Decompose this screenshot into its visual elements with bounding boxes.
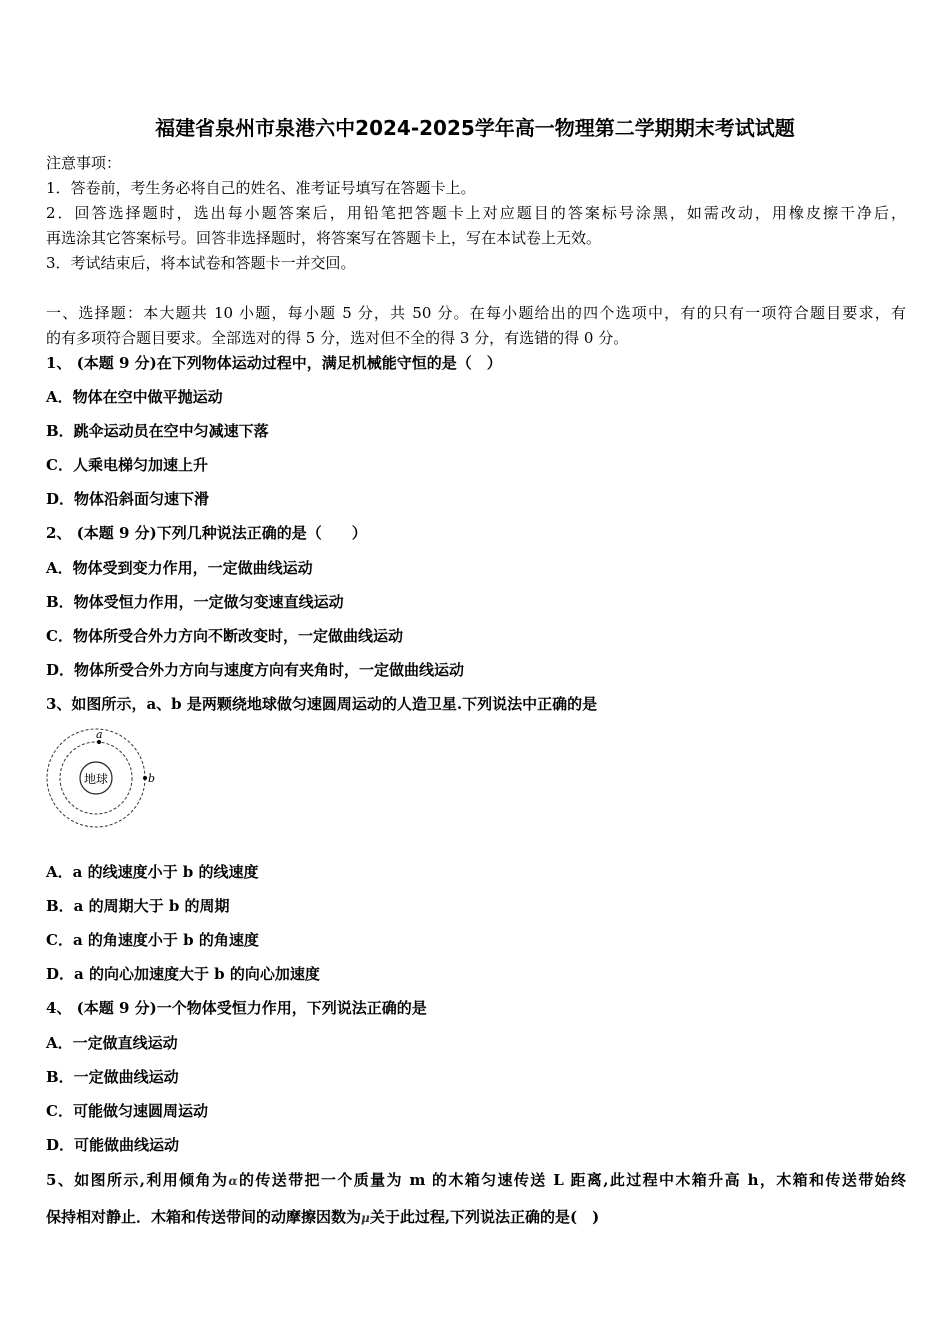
q2-option-a: A．物体受到变力作用，一定做曲线运动	[46, 559, 313, 577]
satellite-a-label: a	[96, 728, 103, 741]
q4-option-c: C．可能做匀速圆周运动	[46, 1102, 208, 1120]
notice-item-2: 2．回答选择题时，选出每小题答案后，用铅笔把答题卡上对应题目的答案标号涂黑，如需改动，用橡皮擦干净后，	[46, 204, 906, 222]
q1-option-c: C．人乘电梯匀加速上升	[46, 456, 208, 474]
q1-option-d: D．物体沿斜面匀速下滑	[46, 490, 210, 508]
q4-option-a: A．一定做直线运动	[46, 1034, 178, 1052]
satellite-b-dot	[143, 776, 147, 780]
satellite-b-label: b	[148, 772, 156, 785]
q3-option-a: A．a 的线速度小于 b 的线速度	[46, 863, 259, 881]
notice-item-1: 1．答卷前，考生务必将自己的姓名、准考证号填写在答题卡上。	[46, 179, 476, 197]
q1-option-a: A．物体在空中做平抛运动	[46, 388, 223, 406]
q3-option-b: B．a 的周期大于 b 的周期	[46, 897, 230, 915]
mu-symbol: μ	[361, 1211, 370, 1225]
q2-option-d: D．物体所受合外力方向与速度方向有夹角时，一定做曲线运动	[46, 661, 465, 679]
notice-heading: 注意事项：	[46, 154, 122, 172]
page-title: 福建省泉州市泉港六中2024-2025学年高一物理第二学期期末考试试题	[155, 116, 795, 140]
q2-stem: 2、 (本题 9 分)下列几种说法正确的是（ ）	[46, 524, 367, 542]
q5-stem-part2: 的传送带把一个质量为 m 的木箱匀速传送 L 距离,此过程中木箱升高 h，木箱和传送带始终	[237, 1171, 906, 1189]
q5-stem-part4: 关于此过程,下列说法正确的是( )	[369, 1208, 600, 1226]
section-intro-line1: 一、选择题：本大题共 10 小题，每小题 5 分，共 50 分。在每小题给出的四个选项中，有的只有一项符合题目要求，有	[46, 304, 906, 322]
q5-stem-part3: 保持相对静止．木箱和传送带间的动摩擦因数为	[46, 1208, 362, 1226]
q2-option-b: B．物体受恒力作用，一定做匀变速直线运动	[46, 593, 344, 611]
notice-item-2-cont: 再选涂其它答案标号。回答非选择题时，将答案写在答题卡上，写在本试卷上无效。	[46, 229, 602, 247]
q3-stem: 3、如图所示，a、b 是两颗绕地球做匀速圆周运动的人造卫星.下列说法中正确的是	[46, 695, 598, 713]
q4-stem: 4、 (本题 9 分)一个物体受恒力作用，下列说法正确的是	[46, 999, 427, 1017]
notice-item-3: 3．考试结束后，将本试卷和答题卡一并交回。	[46, 254, 356, 272]
q4-option-d: D．可能做曲线运动	[46, 1136, 180, 1154]
earth-label: 地球	[83, 772, 109, 786]
q1-option-b: B．跳伞运动员在空中匀减速下落	[46, 422, 269, 440]
q2-option-c: C．物体所受合外力方向不断改变时，一定做曲线运动	[46, 627, 403, 645]
q3-option-d: D．a 的向心加速度大于 b 的向心加速度	[46, 965, 320, 983]
q5-stem-line2	[46, 1206, 906, 1227]
q3-option-c: C．a 的角速度小于 b 的角速度	[46, 931, 259, 949]
q5-stem-part1: 5、如图所示,利用倾角为	[46, 1171, 229, 1189]
q1-stem: 1、 (本题 9 分)在下列物体运动过程中，满足机械能守恒的是（ ）	[46, 354, 502, 372]
q4-option-b: B．一定做曲线运动	[46, 1068, 179, 1086]
satellite-orbit-figure	[40, 722, 160, 832]
q5-stem-line1	[46, 1169, 906, 1190]
section-intro-line2: 的有多项符合题目要求。全部选对的得 5 分，选对但不全的得 3 分，有选错的得 0 分。	[46, 329, 629, 347]
alpha-symbol: α	[228, 1174, 238, 1188]
